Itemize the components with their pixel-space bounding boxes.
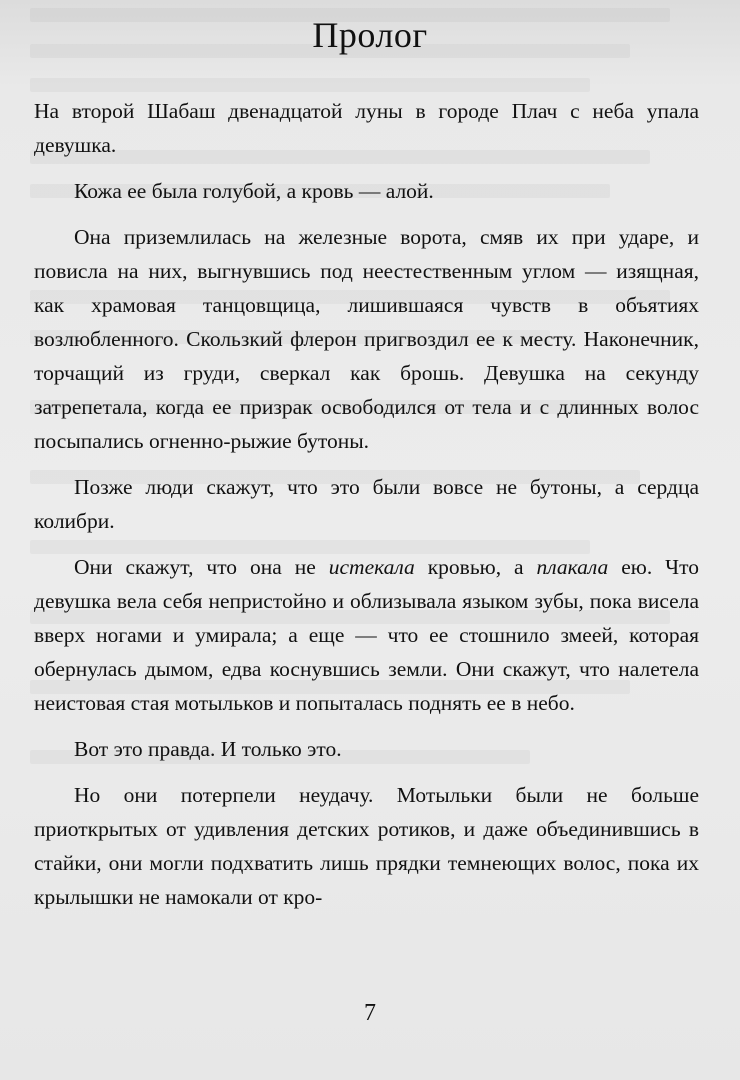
page-number: 7 — [364, 1000, 376, 1026]
paragraph: Она приземлилась на железные ворота, смяв их при ударе, и повисла на них, выгнувшись под неестественным углом — изящная, как храмовая танцовщица, лишившаяся чувств в объятиях возлюбленного. Скользкий флерон пригвоздил ее к месту. Наконечник, торчащий из груди, сверкал как брошь. Девушка на секунду затрепетала, когда ее призрак освободился от тела и с длинных волос посыпались огненно-рыжие бутоны. — [34, 225, 699, 453]
paragraph: Но они потерпели неудачу. Мотыльки были не больше приоткрытых от удивления детских ротиков, и даже объединившись в стайки, они могли подхватить лишь прядки темнеющих волос, пока их крылышки не намокали от кро- — [34, 783, 699, 909]
paragraph: Они скажут, что она не истекала кровью, а плакала ею. Что девушка вела себя непристойно и облизывала языком зубы, пока висела вверх ногами и умирала; а еще — что ее стошнило змеей, которая обернулась дымом, едва коснувшись земли. Они скажут, что налетела неистовая стая мотыльков и попыталась поднять ее в небо. — [34, 555, 699, 715]
paragraph: На второй Шабаш двенадцатой луны в городе Плач с неба упала девушка. — [34, 99, 699, 157]
italic-word: истекала — [328, 555, 415, 579]
italic-word: плакала — [536, 555, 609, 579]
paragraph: Вот это правда. И только это. — [74, 737, 342, 761]
chapter-title: Пролог — [312, 15, 428, 55]
paragraph: Позже люди скажут, что это были вовсе не бутоны, а сердца колибри. — [34, 475, 699, 533]
chapter-body — [34, 94, 699, 926]
paragraph: Кожа ее была голубой, а кровь — алой. — [74, 179, 434, 203]
